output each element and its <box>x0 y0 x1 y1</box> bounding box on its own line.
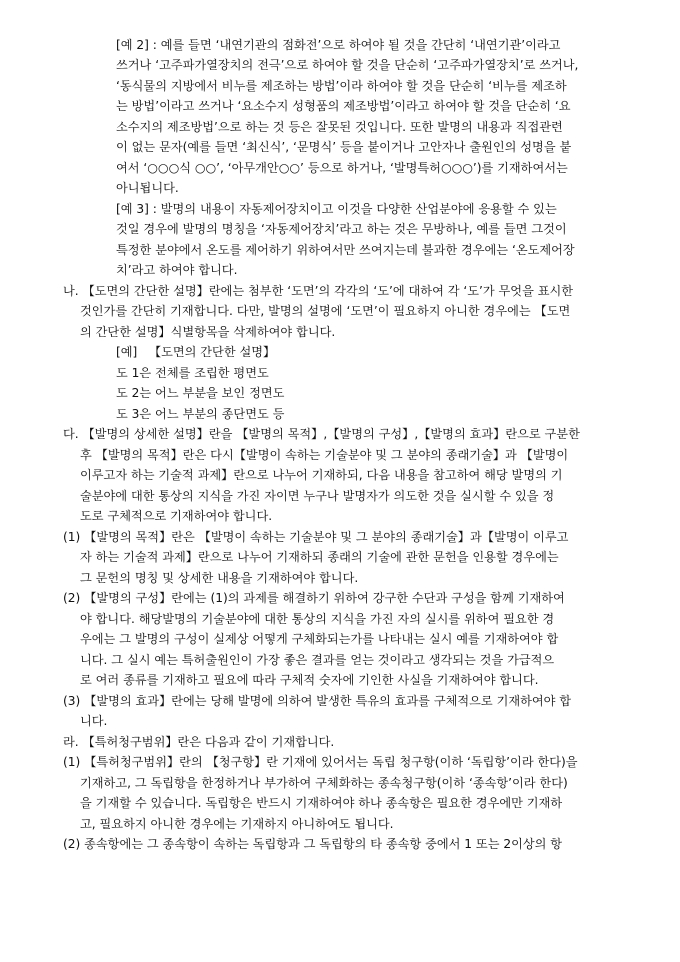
text-line: 자 하는 기술적 과제】란으로 나누어 기재하되 종래의 기술에 관한 문헌을 인용할 경우에는 <box>80 550 559 564</box>
text-line: (1) 【발명의 목적】란은 【발명이 속하는 기술분야 및 그 분야의 종래기술】과【발명이 이루고 <box>63 530 569 544</box>
text-line: 후 【발명의 목적】란은 다시【발명이 속하는 기술분야 및 그 분야의 종래기술】과 【발명이 <box>80 448 569 462</box>
text-line: 기재하고, 그 독립항을 한정하거나 부가하여 구체화하는 종속청구항(이하 ‘종속항’이라 한다) <box>80 776 568 790</box>
text-line: 치’라고 하여야 합니다. <box>116 263 238 277</box>
text-line: 을 기재할 수 있습니다. 독립항은 반드시 기재하여야 하나 종속항은 필요한 경우에만 기재하 <box>80 796 563 810</box>
text-line: 쓰거나 ‘고주파가열장치의 전극’으로 하여야 할 것을 단순히 ‘고주파가열장치’로 쓰거나, <box>116 58 579 72</box>
text-line: 도로 구체적으로 기재하여야 합니다. <box>80 509 273 523</box>
text-line: 도 3은 어느 부분의 종단면도 등 <box>116 407 285 421</box>
text-line: [예 2] : 예를 들면 ‘내연기관의 점화전’으로 하여야 될 것을 간단히 ‘내연기관’이라고 <box>116 38 561 52</box>
text-line: 그 문헌의 명칭 및 상세한 내용을 기재하여야 합니다. <box>80 571 359 585</box>
text-line: ‘동식물의 지방에서 비누를 제조하는 방법’이라 하여야 할 것을 단순히 ‘비누를 제조하 <box>116 79 567 93</box>
text-line: (1) 【특허청구범위】란의 【청구항】란 기재에 있어서는 독립 청구항(이하 ‘독립항’이라 한다)을 <box>63 755 578 769</box>
text-line: 니다. <box>80 714 108 728</box>
text-line: 아니됩니다. <box>116 181 179 195</box>
text-line: 나. 【도면의 간단한 설명】란에는 첨부한 ‘도면’의 각각의 ‘도’에 대하여 각 ‘도’가 무엇을 표시한 <box>63 284 574 298</box>
text-line: 여서 ‘○○○식 ○○’, ‘아무개안○○’ 등으로 하거나, ‘발명특허○○○’)를 기재하여서는 <box>116 161 568 175</box>
text-line: 라. 【특허청구범위】란은 다음과 같이 기재합니다. <box>63 735 335 749</box>
text-line: [예] 【도면의 간단한 설명】 <box>116 345 276 359</box>
text-line: 이루고자 하는 기술적 과제】란으로 나누어 기재하되, 다음 내용을 참고하여 해당 발명의 기 <box>80 468 563 482</box>
text-line: 는 방법’이라고 쓰거나 ‘요소수지 성형품의 제조방법’이라고 하여야 할 것을 단순히 ‘요 <box>116 99 571 113</box>
text-line: 것인가를 간단히 기재합니다. 다만, 발명의 설명에 ‘도면’이 필요하지 아니한 경우에는 【도면 <box>80 304 571 318</box>
text-line: 야 합니다. 해당발명의 기술분야에 대한 통상의 지식을 가진 자의 실시를 위하여 필요한 경 <box>80 612 555 626</box>
text-line: 특정한 분야에서 온도를 제어하기 위하여서만 쓰여지는데 불과한 경우에는 ‘온도제어장 <box>116 243 575 257</box>
text-line: 고, 필요하지 아니한 경우에는 기재하지 아니하여도 됩니다. <box>80 817 394 831</box>
text-line: 의 간단한 설명】식별항목을 삭제하여야 합니다. <box>80 325 336 339</box>
text-line: 니다. 그 실시 예는 특허출원인이 가장 좋은 결과를 얻는 것이라고 생각되는 것을 가급적으 <box>80 653 555 667</box>
text-line: 것일 경우에 발명의 명칭을 ‘자동제어장치’라고 하는 것은 무방하나, 예를 들면 그것이 <box>116 222 567 236</box>
text-line: 술분야에 대한 통상의 지식을 가진 자이면 누구나 발명자가 의도한 것을 실시할 수 있을 정 <box>80 489 555 503</box>
text-line: 소수지의 제조방법’으로 하는 것 등은 잘못된 것입니다. 또한 발명의 내용과 직접관련 <box>116 120 563 134</box>
text-line: (2) 【발명의 구성】란에는 (1)의 과제를 해결하기 위하여 강구한 수단과 구성을 함께 기재하여 <box>63 591 565 605</box>
text-line: 우에는 그 발명의 구성이 실제상 어떻게 구체화되는가를 나타내는 실시 예를 기재하여야 합 <box>80 632 559 646</box>
text-line: 도 2는 어느 부분을 보인 정면도 <box>116 386 285 400</box>
text-line: 다. 【발명의 상세한 설명】란을 【발명의 목적】,【발명의 구성】,【발명의 효과】란으로 구분한 <box>63 427 580 441</box>
text-line: (3) 【발명의 효과】란에는 당해 발명에 의하여 발생한 특유의 효과를 구체적으로 기재하여야 합 <box>63 694 572 708</box>
text-line: (2) 종속항에는 그 종속항이 속하는 독립항과 그 독립항의 타 종속항 중에서 1 또는 2이상의 항 <box>63 837 563 851</box>
text-line: [예 3] : 발명의 내용이 자동제어장치이고 이것을 다양한 산업분야에 응용할 수 있는 <box>116 202 557 216</box>
text-line: 도 1은 전체를 조립한 평면도 <box>116 366 269 380</box>
text-line: 이 없는 문자(예를 들면 ‘최신식’, ‘문명식’ 등을 붙이거나 고안자나 출원인의 성명을 붙 <box>116 140 572 154</box>
text-line: 로 여러 종류를 기재하고 필요에 따라 구체적 숫자에 기인한 사실을 기재하여야 합니다. <box>80 673 539 687</box>
